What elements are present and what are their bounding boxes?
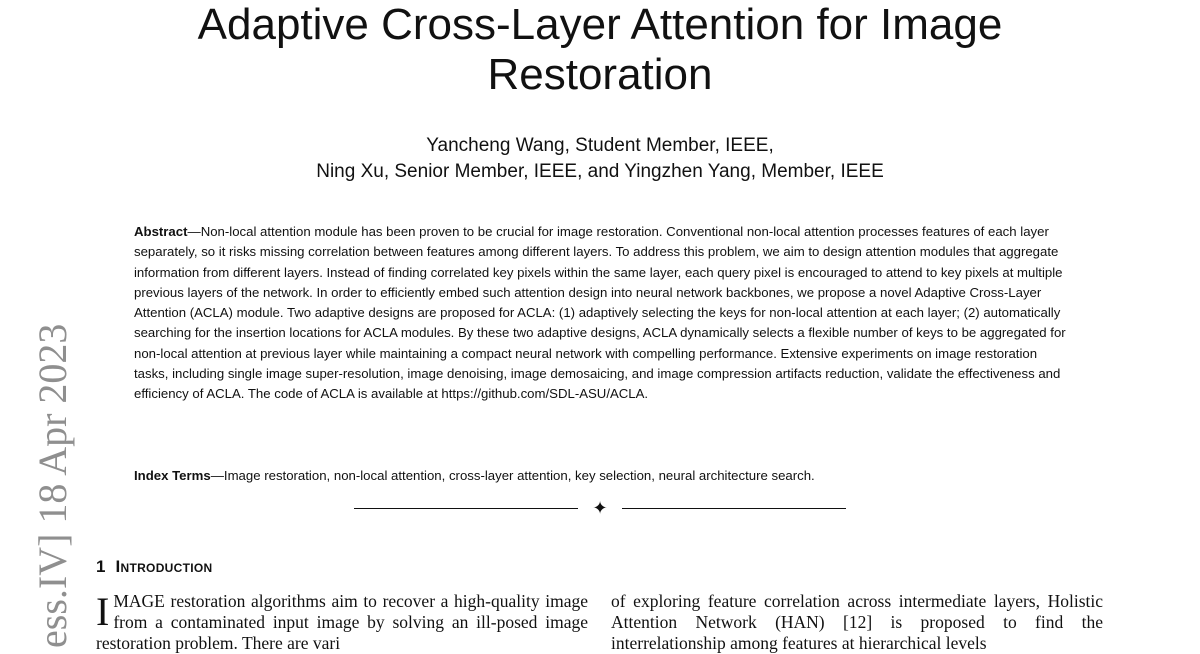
divider-line-right [622,508,846,509]
author-line-1: Yancheng Wang, Student Member, IEEE, [426,135,774,156]
diamond-icon: ✦ [592,498,608,518]
index-terms [134,466,1068,486]
section-number: 1 [96,557,106,576]
arxiv-stamp: ess.IV] 18 Apr 2023 [30,323,75,648]
divider-line-left [354,508,578,509]
index-terms-text: —Image restoration, non-local attention, cross-layer attention, key selection, neural architecture search. [210,468,815,483]
paper-title [0,0,1200,100]
abstract [134,222,1068,405]
section-divider [354,497,846,519]
abstract-text: —Non-local attention module has been proven to be crucial for image restoration. Conventional non-local attention processes features of each layer separately, so it risks missing correlation between features among different layers. To address this problem, we aim to design attention modules that aggregate information from different layers. Instead of finding correlated key pixels within the same layer, each query pixel is encouraged to attend to key pixels at multiple previous layers of the network. In order to efficiently embed such attention design into neural network backbones, we propose a novel Adaptive Cross-Layer Attention (ACLA) module. Two adaptive designs are proposed for ACLA: (1) adaptively selecting the keys for non-local attention at each layer; (2) automatically searching for the insertion locations for ACLA modules. By these two adaptive designs, ACLA dynamically selects a flexible number of keys to be aggregated for non-local attention at previous layer while maintaining a compact neural network with compelling performance. Extensive experiments on image restoration tasks, including single image super-resolution, image denoising, image demosaicing, and image compression artifacts reduction, validate the effectiveness and efficiency of ACLA. The code of ACLA is available at https://github.com/SDL-ASU/ACLA. [134,224,1066,402]
body-column-right [611,591,1103,654]
drop-cap: I [96,589,110,634]
intro-text-left: restoration algorithms aim to recover a high-quality image from a contaminated input image by solving an ill-posed image restoration problem. There are vari [96,591,588,653]
author-list [0,133,1200,185]
paper-title-line-1: Adaptive Cross-Layer Attention for Image [197,0,1003,49]
author-line-2: Ning Xu, Senior Member, IEEE, and Yingzhen Yang, Member, IEEE [316,161,884,182]
index-terms-label: Index Terms [134,468,211,483]
body-column-left [96,591,588,654]
paper-title-line-2: Restoration [487,50,713,99]
section-heading [96,556,212,578]
section-title: Introduction [115,557,213,576]
intro-paragraph-left [96,591,588,654]
drop-cap-continuation: MAGE [113,591,165,611]
abstract-label: Abstract [134,224,188,239]
intro-text-right: of exploring feature correlation across intermediate layers, Holistic Attention Network (HAN) [12] is proposed to find the interrelationship among features at hierarchical levels [611,591,1103,653]
